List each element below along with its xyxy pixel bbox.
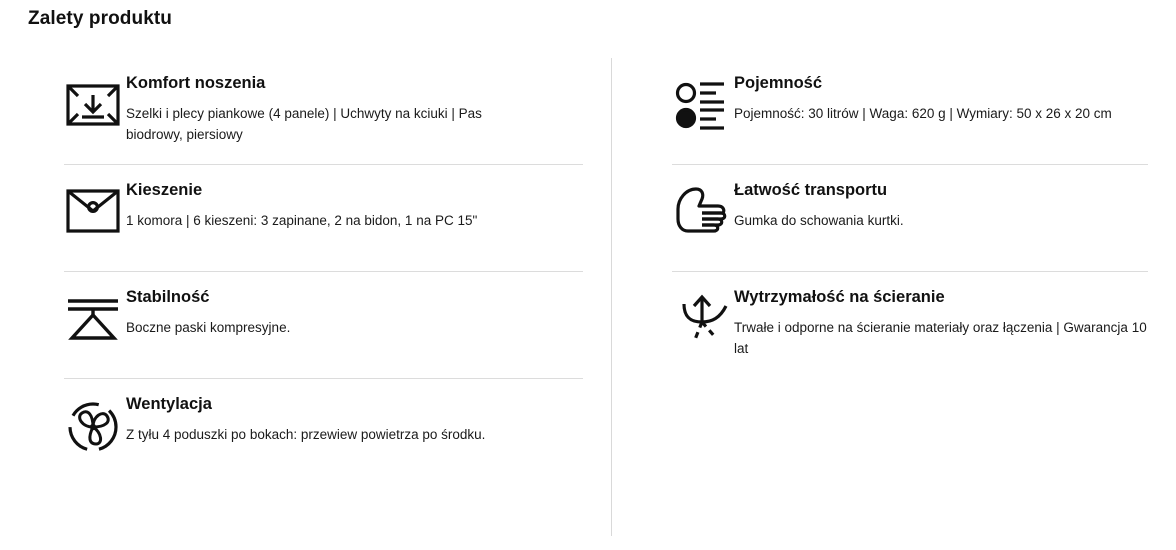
feature-item xyxy=(672,272,1148,378)
feature-description: Gumka do schowania kurtki. xyxy=(734,212,904,228)
feature-description: Pojemność: 30 litrów | Waga: 620 g | Wymiary: 50 x 26 x 20 cm xyxy=(734,105,1112,121)
benefits-column-right xyxy=(612,58,1176,536)
ventilation-icon xyxy=(64,393,126,455)
benefits-column-left xyxy=(0,58,612,536)
feature-description: Boczne paski kompresyjne. xyxy=(126,319,291,335)
feature-body xyxy=(734,72,1148,125)
feature-description: Z tyłu 4 poduszki po bokach: przewiew powietrza po środku. xyxy=(126,426,486,442)
abrasion-icon xyxy=(672,286,734,350)
feature-body xyxy=(126,72,583,146)
benefits-columns xyxy=(0,58,1176,536)
feature-title: Wentylacja xyxy=(126,395,212,413)
feature-title: Łatwość transportu xyxy=(734,181,888,199)
feature-title: Stabilność xyxy=(126,288,210,306)
feature-title: Komfort noszenia xyxy=(126,74,266,92)
feature-title: Wytrzymałość na ścieranie xyxy=(734,288,945,306)
feature-description: 1 komora | 6 kieszeni: 3 zapinane, 2 na bidon, 1 na PC 15" xyxy=(126,212,478,228)
feature-body xyxy=(734,179,1148,232)
feature-body xyxy=(126,393,583,446)
feature-item xyxy=(64,58,583,165)
backpack-icon xyxy=(64,72,126,132)
feature-item xyxy=(64,379,583,485)
feature-body xyxy=(126,179,583,232)
feature-title: Pojemność xyxy=(734,74,823,92)
feature-title: Kieszenie xyxy=(126,181,203,199)
feature-item xyxy=(64,165,583,272)
page-title: Zalety produktu xyxy=(28,8,173,29)
thumbs-up-icon xyxy=(672,179,734,239)
pocket-icon xyxy=(64,179,126,237)
stability-icon xyxy=(64,286,126,344)
feature-description: Szelki i plecy piankowe (4 panele) | Uchwyty na kciuki | Pas biodrowy, piersiowy xyxy=(126,105,482,142)
capacity-icon xyxy=(672,72,734,134)
feature-item xyxy=(64,272,583,379)
feature-item xyxy=(672,58,1148,165)
feature-description: Trwałe i odporne na ścieranie materiały oraz łączenia | Gwarancja 10 lat xyxy=(734,319,1147,356)
feature-body xyxy=(734,286,1148,360)
feature-item xyxy=(672,165,1148,272)
feature-body xyxy=(126,286,583,339)
